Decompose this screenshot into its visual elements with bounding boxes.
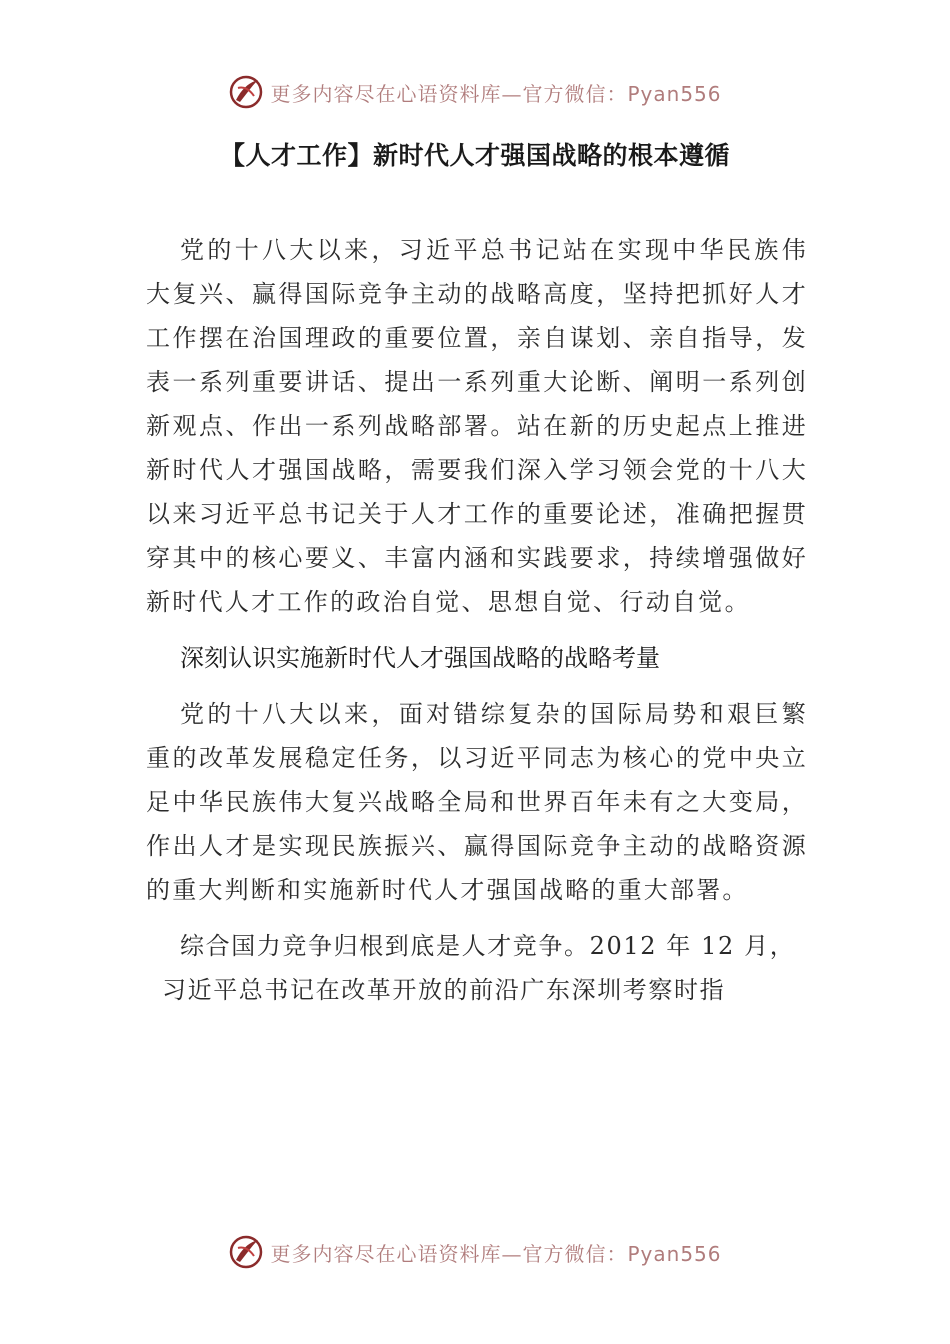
footer-banner-text [270,1238,721,1267]
header-banner [0,72,950,112]
document-title: 【人才工作】新时代人才强国战略的根本遵循 [219,141,730,170]
paragraph-2: 党的十八大以来，面对错综复杂的国际局势和艰巨繁重的改革发展稳定任务，以习近平同志为核心的党中央立足中华民族伟大复兴战略全局和世界百年未有之大变局，作出人才是实现民族振兴、赢得国际竞争主动的战略资源的重大判断和实施新时代人才强国战略的重大部署。 [146,700,808,904]
footer-banner-slogan: 更多内容尽在心语资料库—官方微信： [270,1241,628,1266]
header-banner-text [270,78,721,107]
logo-icon [228,74,264,110]
paragraph-3-line-2: 习近平总书记在改革开放的前沿广东深圳考察时指 [162,976,726,1004]
paragraph-1: 党的十八大以来，习近平总书记站在实现中华民族伟大复兴、赢得国际竞争主动的战略高度，坚持把抓好人才工作摆在治国理政的重要位置，亲自谋划、亲自指导，发表一系列重要讲话、提出一系列重大论断、阐明一系列创新观点、作出一系列战略部署。站在新的历史起点上推进新时代人才强国战略，需要我们深入学习领会党的十八大以来习近平总书记关于人才工作的重要论述，准确把握贯穿其中的核心要义、丰富内涵和实践要求，持续增强做好新时代人才工作的政治自觉、思想自觉、行动自觉。 [146,236,808,616]
header-banner-slogan: 更多内容尽在心语资料库—官方微信： [270,81,628,106]
paragraph-3-line-1: 综合国力竞争归根到底是人才竞争。2012 年 12 月， [180,932,796,960]
section-heading: 深刻认识实施新时代人才强国战略的战略考量 [180,644,660,672]
logo-icon [228,1234,264,1270]
footer-banner [0,1232,950,1272]
header-wechat-id: Pyan556 [627,81,722,106]
paragraph-3 [146,924,808,1012]
document-body [146,228,808,1012]
footer-wechat-id: Pyan556 [627,1241,722,1266]
